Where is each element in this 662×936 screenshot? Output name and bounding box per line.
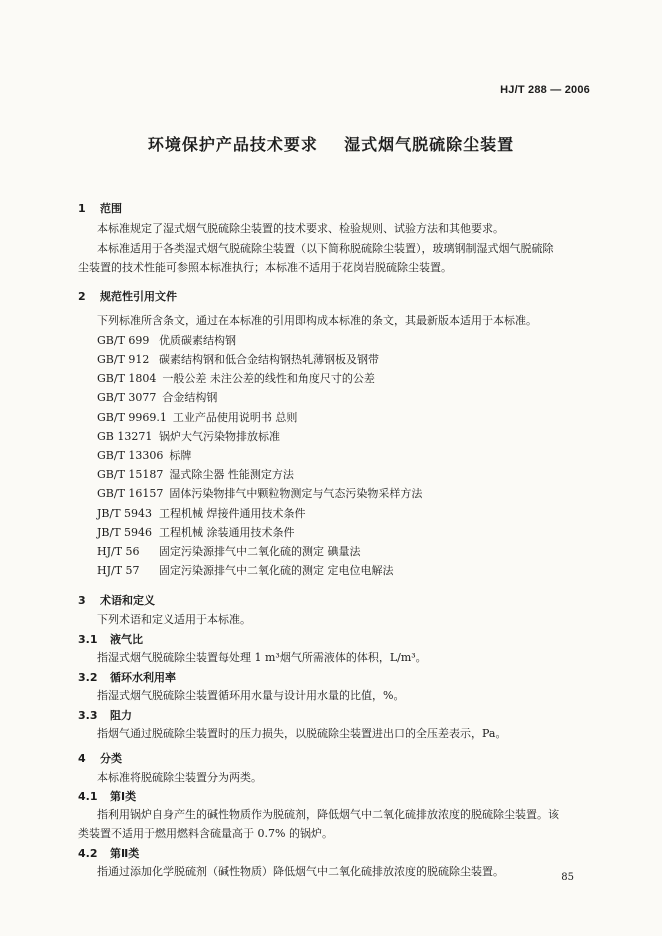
reference-title: 工程机械 涂装通用技术条件	[159, 526, 295, 539]
reference-title: 固定污染源排气中二氧化硫的测定 定电位电解法	[159, 564, 394, 577]
subsection-number: 3.2	[78, 671, 98, 684]
subsection-3-1-heading	[78, 631, 143, 647]
reference-code: GB/T 13306	[97, 449, 164, 462]
subsection-number: 4.1	[78, 790, 98, 803]
standard-code: HJ/T 288 — 2006	[500, 84, 590, 96]
reference-code: GB/T 3077	[97, 391, 157, 404]
subsection-title: 液气比	[110, 633, 143, 646]
reference-title: 锅炉大气污染物排放标准	[159, 430, 280, 443]
reference-title: 固体污染物排气中颗粒物测定与气态污染物采样方法	[169, 487, 423, 500]
subsection-number: 4.2	[78, 847, 98, 860]
subsection-title: 阻力	[110, 709, 132, 722]
reference-code: GB/T 699	[97, 334, 150, 347]
paragraph: 本标准适用于各类湿式烟气脱硫除尘装置（以下简称脱硫除尘装置），玻璃钢制湿式烟气脱硫除	[97, 242, 554, 255]
paragraph: 指烟气通过脱硫除尘装置时的压力损失，以脱硫除尘装置进出口的全压差表示，Pa。	[97, 727, 507, 740]
subsection-title: 第Ⅰ类	[110, 790, 137, 803]
paragraph: 本标准规定了湿式烟气脱硫除尘装置的技术要求、检验规则、试验方法和其他要求。	[97, 222, 504, 235]
reference-code: GB 13271	[97, 430, 153, 443]
section-number: 4	[78, 752, 86, 765]
reference-item	[97, 563, 394, 579]
reference-title: 一般公差 未注公差的线性和角度尺寸的公差	[162, 372, 375, 385]
reference-code: GB/T 16157	[97, 487, 164, 500]
section-2-heading	[78, 288, 177, 304]
subsection-4-1-heading	[78, 788, 136, 804]
paragraph: 指通过添加化学脱硫剂（碱性物质）降低烟气中二氧化硫排放浓度的脱硫除尘装置。	[97, 865, 504, 878]
section-1-heading	[78, 200, 122, 216]
subsection-3-2-heading	[78, 669, 176, 685]
paragraph: 下列标准所含条文，通过在本标准的引用即构成本标准的条文，其最新版本适用于本标准。	[97, 314, 537, 327]
paragraph: 下列术语和定义适用于本标准。	[97, 613, 251, 626]
reference-item	[97, 333, 236, 349]
reference-code: GB/T 9969.1	[97, 411, 167, 424]
reference-item	[97, 525, 295, 541]
reference-code: JB/T 5946	[97, 526, 153, 539]
reference-item	[97, 352, 379, 368]
subsection-number: 3.1	[78, 633, 98, 646]
reference-item	[97, 544, 361, 560]
section-4-heading	[78, 750, 122, 766]
reference-title: 工程机械 焊接件通用技术条件	[159, 507, 306, 520]
reference-title: 标牌	[169, 449, 192, 462]
subsection-title: 第Ⅱ类	[110, 847, 140, 860]
section-title: 范围	[100, 202, 122, 215]
reference-code: GB/T 15187	[97, 468, 164, 481]
section-number: 2	[78, 290, 86, 303]
section-number: 3	[78, 594, 86, 607]
subsection-3-3-heading	[78, 707, 132, 723]
section-title: 术语和定义	[100, 594, 155, 607]
section-title: 分类	[100, 752, 122, 765]
reference-code: HJ/T 57	[97, 564, 140, 577]
reference-code: GB/T 912	[97, 353, 150, 366]
subsection-title: 循环水利用率	[110, 671, 176, 684]
section-3-heading	[78, 592, 155, 608]
reference-code: JB/T 5943	[97, 507, 153, 520]
reference-code: GB/T 1804	[97, 372, 157, 385]
paragraph: 指湿式烟气脱硫除尘装置循环用水量与设计用水量的比值，%。	[97, 689, 405, 702]
section-title: 规范性引用文件	[100, 290, 177, 303]
reference-code: HJ/T 56	[97, 545, 140, 558]
paragraph: 指湿式烟气脱硫除尘装置每处理 1 m³烟气所需液体的体积，L/m³。	[97, 651, 427, 664]
reference-item	[97, 390, 217, 406]
reference-item	[97, 410, 297, 426]
subsection-4-2-heading	[78, 845, 139, 861]
paragraph-continuation: 类装置不适用于燃用燃料含硫量高于 0.7% 的锅炉。	[78, 827, 333, 840]
reference-title: 工业产品使用说明书 总则	[172, 411, 298, 424]
reference-title: 固定污染源排气中二氧化硫的测定 碘量法	[159, 545, 361, 558]
reference-item	[97, 506, 306, 522]
reference-item	[97, 486, 422, 502]
reference-item	[97, 429, 280, 445]
paragraph: 本标准将脱硫除尘装置分为两类。	[97, 771, 262, 784]
paragraph-continuation: 尘装置的技术性能可参照本标准执行；本标准不适用于花岗岩脱硫除尘装置。	[78, 261, 452, 274]
page-number: 85	[561, 872, 574, 883]
reference-item	[97, 371, 375, 387]
reference-item	[97, 467, 294, 483]
reference-title: 湿式除尘器 性能测定方法	[169, 468, 294, 481]
subsection-number: 3.3	[78, 709, 98, 722]
reference-title: 合金结构钢	[162, 391, 218, 404]
reference-title: 碳素结构钢和低合金结构钢热轧薄钢板及钢带	[159, 353, 379, 366]
reference-item	[97, 448, 191, 464]
section-number: 1	[78, 202, 86, 215]
paragraph: 指利用锅炉自身产生的碱性物质作为脱硫剂，降低烟气中二氧化硫排放浓度的脱硫除尘装置。该	[97, 808, 559, 821]
document-title: 环境保护产品技术要求 湿式烟气脱硫除尘装置	[147, 135, 515, 154]
reference-title: 优质碳素结构钢	[159, 334, 236, 347]
